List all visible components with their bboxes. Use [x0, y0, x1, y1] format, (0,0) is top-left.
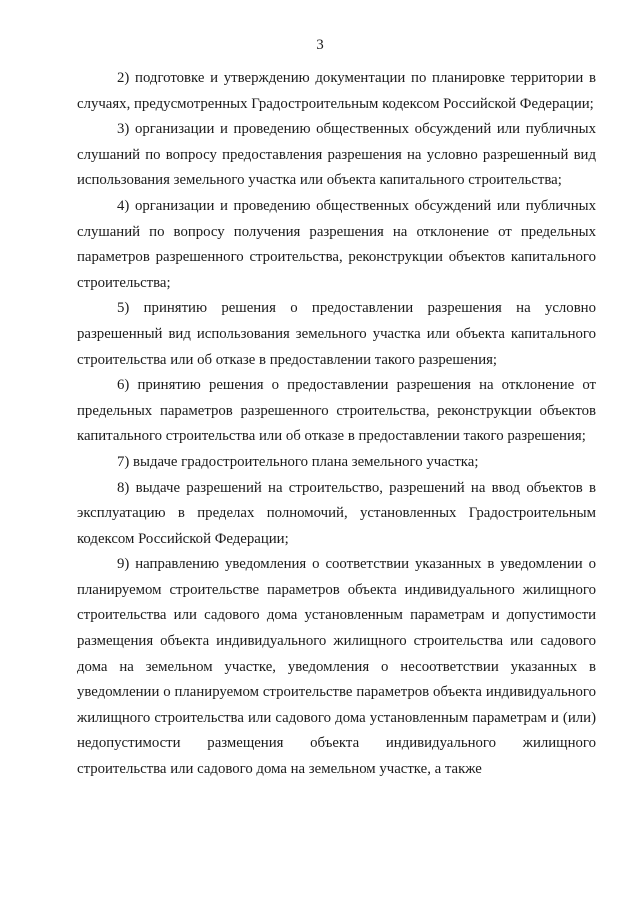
- document-body: [77, 66, 596, 783]
- paragraph-item-9: 9) направлению уведомления о соответствии указанных в уведомлении о планируемом строительстве параметров объекта индивидуального жилищного строительства или садового дома установленным параметрам и допустимости размещения объекта индивидуального жилищного строительства или садового дома на земельном участке, уведомления о несоответствии указанных в уведомлении о планируемом строительстве параметров объекта индивидуального жилищного строительства или садового дома установленным параметрам и (или) недопустимости размещения объекта индивидуального жилищного строительства или садового дома на земельном участке, а также: [77, 556, 596, 778]
- page-number: 3: [316, 37, 324, 53]
- paragraph-item-3: 3) организации и проведению общественных обсуждений или публичных слушаний по вопросу предоставления разрешения на условно разрешенный вид использования земельного участка или объекта капитального строительства;: [77, 121, 596, 189]
- paragraph-item-4: 4) организации и проведению общественных обсуждений или публичных слушаний по вопросу получения разрешения на отклонение от предельных параметров разрешенного строительства, реконструкции объектов капитального строительства;: [77, 197, 596, 291]
- paragraph-item-8: 8) выдаче разрешений на строительство, разрешений на ввод объектов в эксплуатацию в пределах полномочий, установленных Градостроительным кодексом Российской Федерации;: [77, 479, 596, 547]
- paragraph-item-6: 6) принятию решения о предоставлении разрешения на отклонение от предельных параметров разрешенного строительства, реконструкции объектов капитального строительства или об отказе в предоставлении такого разрешения;: [77, 377, 596, 445]
- paragraph-item-2: 2) подготовке и утверждению документации по планировке территории в случаях, предусмотренных Градостроительным кодексом Российской Федерации;: [77, 70, 596, 112]
- paragraph-item-7: 7) выдаче градостроительного плана земельного участка;: [117, 453, 479, 470]
- paragraph-item-5: 5) принятию решения о предоставлении разрешения на условно разрешенный вид использования земельного участка или объекта капитального строительства или об отказе в предоставлении такого разрешения;: [77, 300, 596, 368]
